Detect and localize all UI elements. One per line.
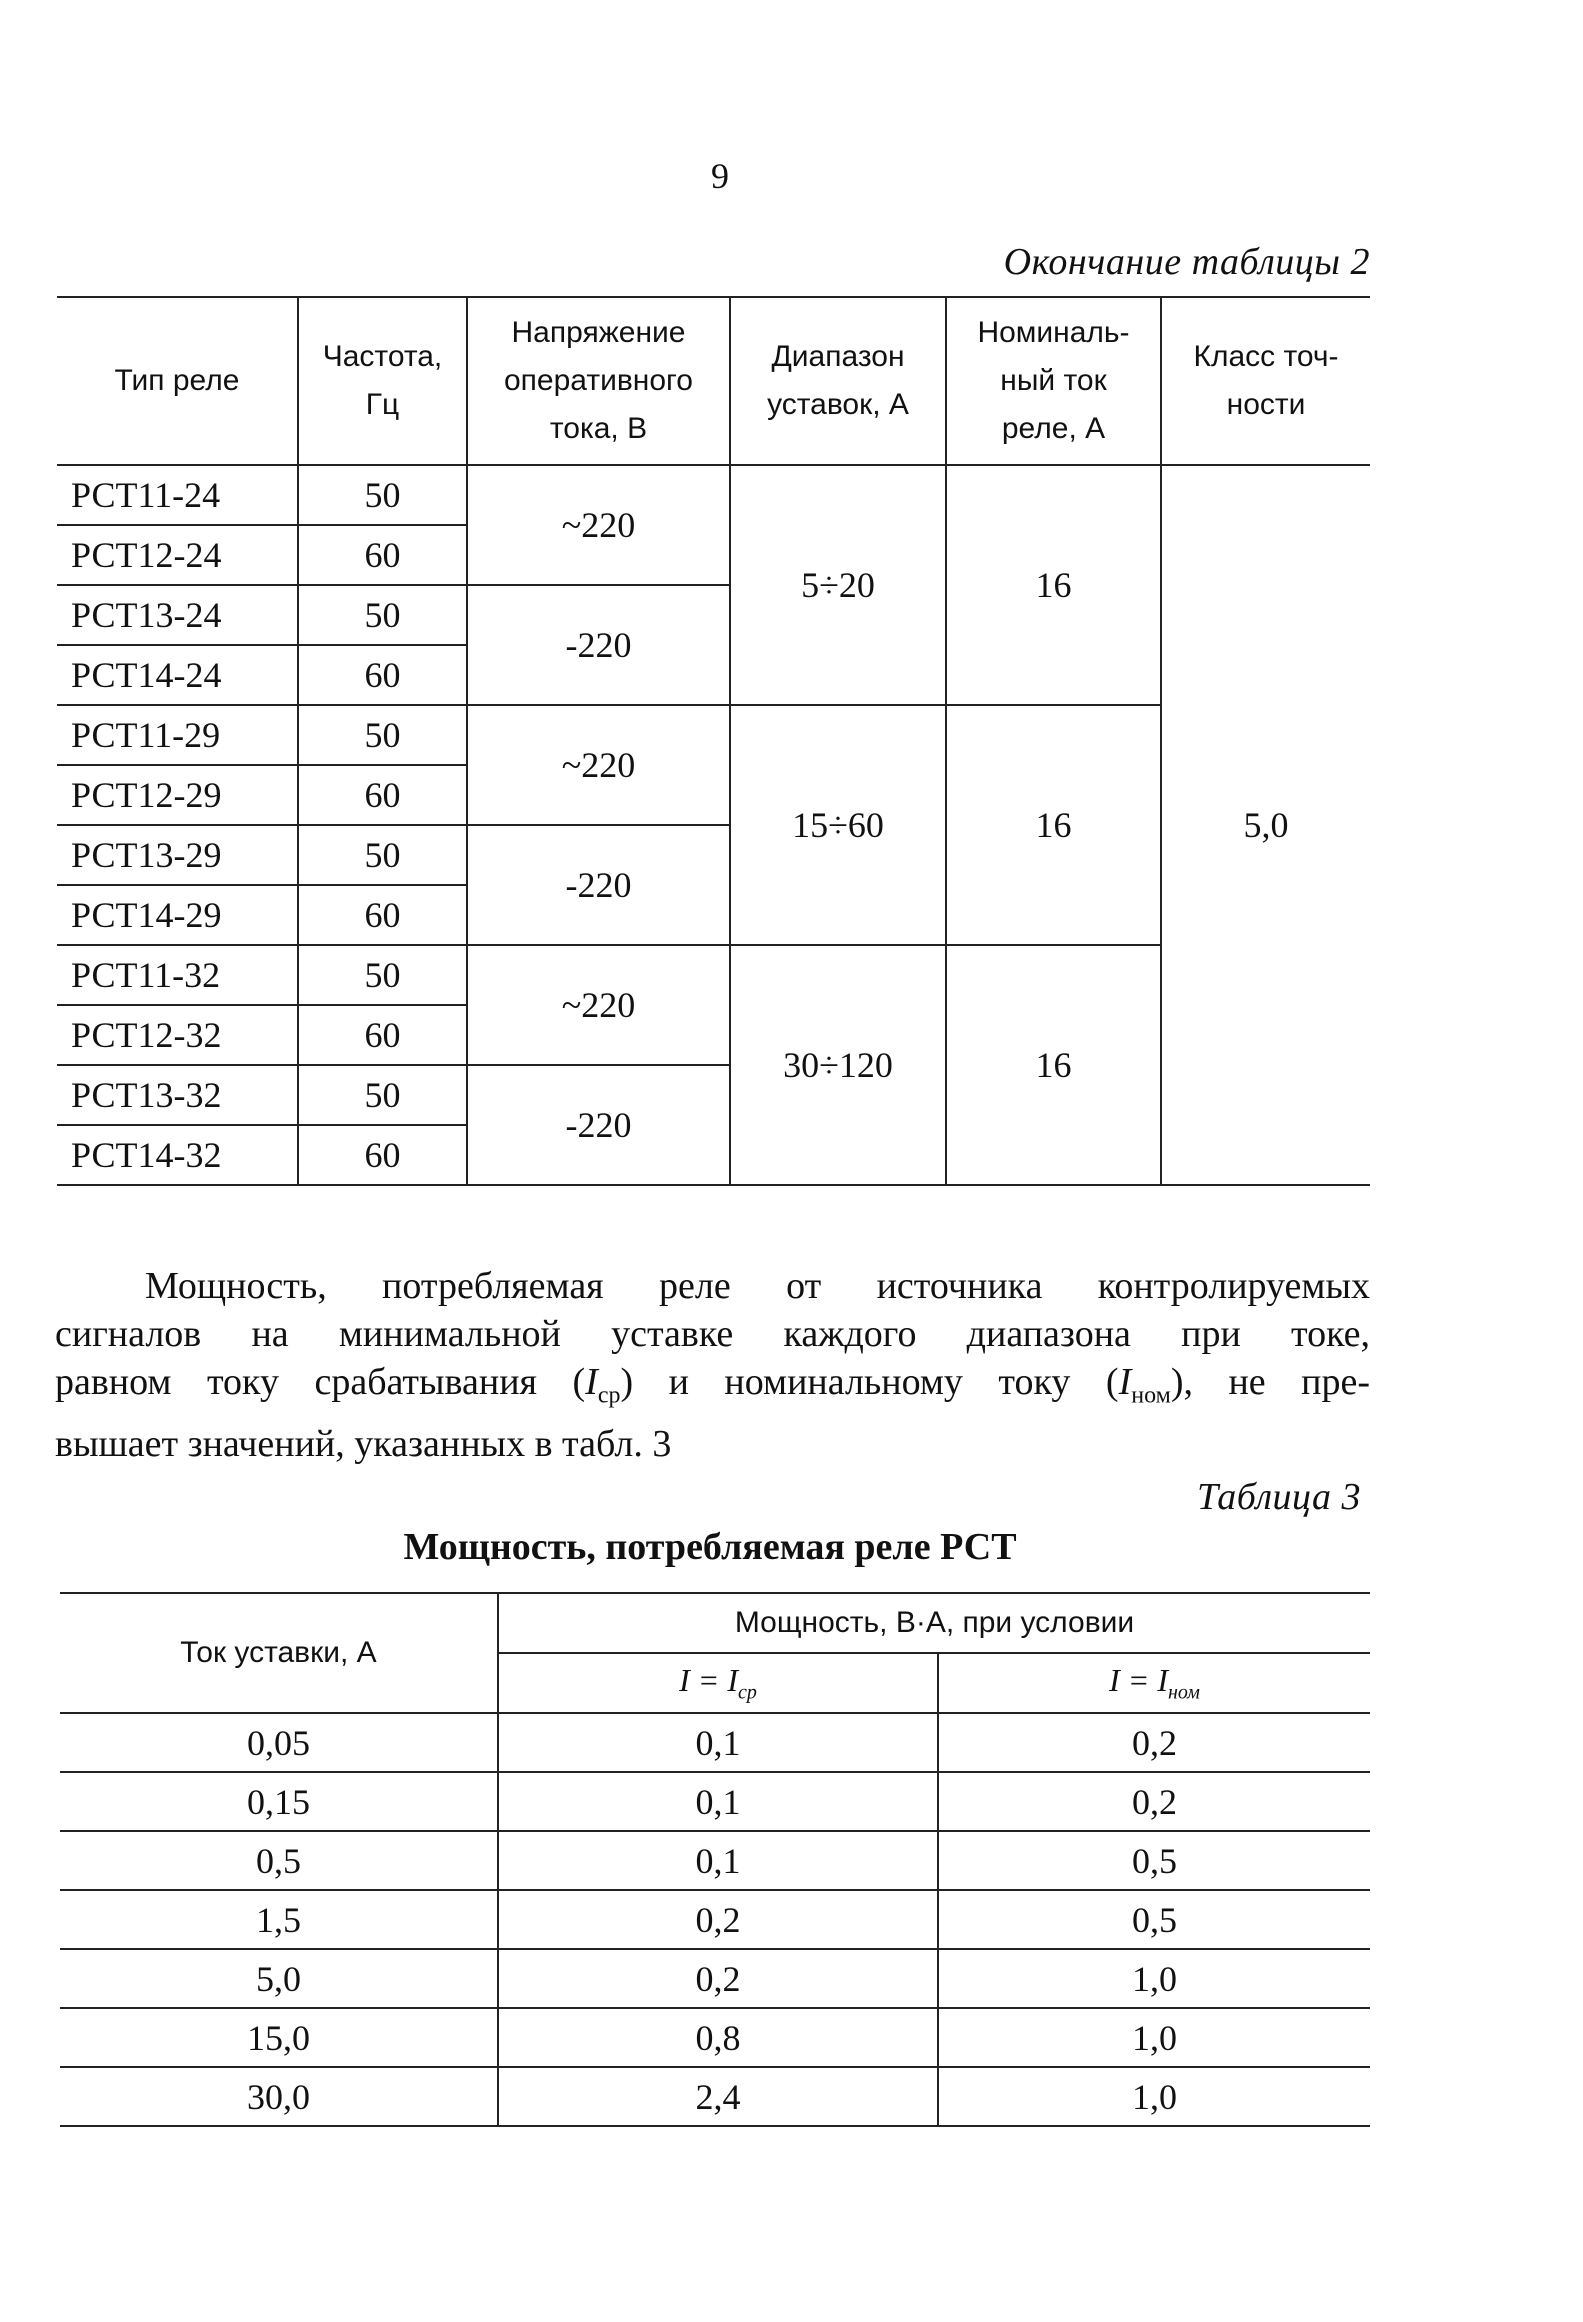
table2-caption: Окончание таблицы 2 <box>1003 241 1370 283</box>
power-operate-cell: 0,2 <box>498 1949 938 2008</box>
power-consumption-table <box>60 1592 1370 2127</box>
setting-current-cell: 5,0 <box>60 1949 498 2008</box>
nominal-current-cell: 16 <box>946 705 1161 945</box>
paragraph-line: вышает значений, указанных в табл. 3 <box>55 1422 672 1465</box>
relay-type-cell: РСТ14-32 <box>57 1125 298 1185</box>
header-setting-range: Диапазон уставок, А <box>730 297 946 465</box>
power-operate-cell: 0,1 <box>498 1713 938 1772</box>
power-nominal-cell: 1,0 <box>938 2067 1370 2126</box>
paragraph-line: равном току срабатывания $(I_{ср})$ и номинальному току $(I_{ном})$, не пре- <box>55 1361 1370 1409</box>
table-row <box>60 1713 1370 1772</box>
header-nominal-current: Номиналь- ный ток реле, А <box>946 297 1161 465</box>
header-voltage: Напряжение оперативного тока, В <box>467 297 730 465</box>
power-nominal-cell: 1,0 <box>938 1949 1370 2008</box>
power-operate-cell: 0,2 <box>498 1890 938 1949</box>
power-nominal-cell: 0,5 <box>938 1831 1370 1890</box>
table3-caption: Таблица 3 <box>1197 1476 1361 1518</box>
frequency-cell: 50 <box>298 585 467 645</box>
power-operate-cell: 0,8 <box>498 2008 938 2067</box>
header-setting-current: Ток уставки, А <box>60 1593 498 1713</box>
relay-type-cell: РСТ12-32 <box>57 1005 298 1065</box>
nominal-current-cell: 16 <box>946 945 1161 1185</box>
frequency-cell: 60 <box>298 1005 467 1065</box>
voltage-cell: -220 <box>467 1065 730 1185</box>
relay-type-cell: РСТ13-32 <box>57 1065 298 1125</box>
header-relay-type: Тип реле <box>57 297 298 465</box>
relay-type-cell: РСТ11-32 <box>57 945 298 1005</box>
voltage-cell: ~220 <box>467 465 730 585</box>
frequency-cell: 50 <box>298 705 467 765</box>
relay-type-cell: РСТ14-29 <box>57 885 298 945</box>
setting-range-cell: 15÷60 <box>730 705 946 945</box>
power-nominal-cell: 1,0 <box>938 2008 1370 2067</box>
voltage-cell: ~220 <box>467 705 730 825</box>
voltage-cell: ~220 <box>467 945 730 1065</box>
frequency-cell: 50 <box>298 945 467 1005</box>
relay-type-cell: РСТ13-24 <box>57 585 298 645</box>
frequency-cell: 50 <box>298 825 467 885</box>
relay-type-cell: РСТ12-24 <box>57 525 298 585</box>
frequency-cell: 60 <box>298 1125 467 1185</box>
power-operate-cell: 0,1 <box>498 1772 938 1831</box>
paragraph-line: Мощность, потребляемая реле от источника контролируемых <box>145 1265 1370 1307</box>
relay-type-cell: РСТ11-24 <box>57 465 298 525</box>
setting-current-cell: 0,15 <box>60 1772 498 1831</box>
table-row <box>60 1831 1370 1890</box>
frequency-cell: 50 <box>298 1065 467 1125</box>
table3-title: Мощность, потребляемая реле РСТ <box>403 1526 1017 1568</box>
setting-current-cell: 15,0 <box>60 2008 498 2067</box>
frequency-cell: 60 <box>298 645 467 705</box>
frequency-cell: 60 <box>298 885 467 945</box>
nominal-current-cell: 16 <box>946 465 1161 705</box>
power-nominal-cell: 0,5 <box>938 1890 1370 1949</box>
table-row <box>60 1949 1370 2008</box>
setting-current-cell: 1,5 <box>60 1890 498 1949</box>
header-condition-nominal: $I = I_{ном}$ <box>938 1653 1370 1713</box>
setting-current-cell: 0,05 <box>60 1713 498 1772</box>
setting-current-cell: 30,0 <box>60 2067 498 2126</box>
relay-type-cell: РСТ13-29 <box>57 825 298 885</box>
table-row <box>57 465 1370 525</box>
voltage-cell: -220 <box>467 585 730 705</box>
frequency-cell: 60 <box>298 525 467 585</box>
setting-current-cell: 0,5 <box>60 1831 498 1890</box>
paragraph-line: сигналов на минимальной уставке каждого диапазона при токе, <box>55 1313 1370 1355</box>
header-power: Мощность, В·А, при условии <box>498 1593 1370 1653</box>
relay-types-table <box>57 296 1370 1186</box>
header-frequency: Частота, Гц <box>298 297 467 465</box>
frequency-cell: 60 <box>298 765 467 825</box>
power-nominal-cell: 0,2 <box>938 1713 1370 1772</box>
body-paragraph <box>55 1262 1370 1468</box>
power-operate-cell: 0,1 <box>498 1831 938 1890</box>
table-row <box>60 2008 1370 2067</box>
table-row <box>60 1772 1370 1831</box>
page-number: 9 <box>711 156 729 196</box>
power-operate-cell: 2,4 <box>498 2067 938 2126</box>
table2-header-row <box>57 297 1370 465</box>
relay-type-cell: РСТ14-24 <box>57 645 298 705</box>
setting-range-cell: 5÷20 <box>730 465 946 705</box>
voltage-cell: -220 <box>467 825 730 945</box>
relay-type-cell: РСТ11-29 <box>57 705 298 765</box>
power-nominal-cell: 0,2 <box>938 1772 1370 1831</box>
setting-range-cell: 30÷120 <box>730 945 946 1185</box>
table-row <box>60 1890 1370 1949</box>
relay-type-cell: РСТ12-29 <box>57 765 298 825</box>
header-condition-operate: $I = I_{ср}$ <box>498 1653 938 1713</box>
frequency-cell: 50 <box>298 465 467 525</box>
table-row <box>60 2067 1370 2126</box>
table3-header-row <box>60 1593 1370 1653</box>
header-accuracy-class: Класс точ- ности <box>1161 297 1370 465</box>
accuracy-class-cell: 5,0 <box>1161 465 1370 1185</box>
